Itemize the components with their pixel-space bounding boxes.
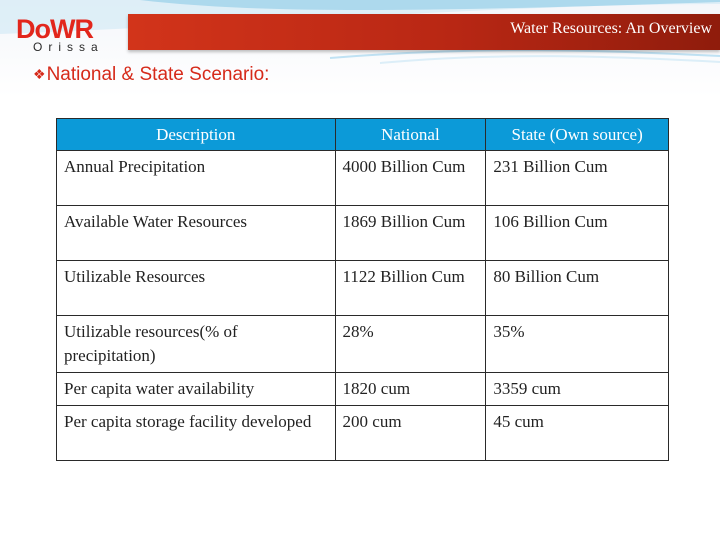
- table-cell: 1820 cum: [335, 373, 486, 406]
- column-header-description: Description: [57, 119, 336, 151]
- table-cell: Utilizable Resources: [57, 261, 336, 316]
- table-row: [57, 261, 669, 316]
- table-row: [57, 206, 669, 261]
- water-resources-table: [56, 118, 669, 461]
- table-cell: 4000 Billion Cum: [335, 151, 486, 206]
- table-cell: Utilizable resources(% of precipitation): [57, 316, 336, 373]
- table-cell: 3359 cum: [486, 373, 669, 406]
- section-heading-text: National & State Scenario:: [46, 64, 270, 85]
- table-header-row: [57, 119, 669, 151]
- table-cell: Per capita storage facility developed: [57, 406, 336, 461]
- table-cell: Available Water Resources: [57, 206, 336, 261]
- table-cell: 45 cum: [486, 406, 669, 461]
- table-cell: Annual Precipitation: [57, 151, 336, 206]
- table-cell: Per capita water availability: [57, 373, 336, 406]
- slide-title: Water Resources: An Overview: [510, 20, 712, 37]
- column-header-state: State (Own source): [486, 119, 669, 151]
- table-row: [57, 406, 669, 461]
- dowr-logo: [16, 12, 126, 58]
- logo-text: DoWR: [16, 14, 93, 44]
- table-row: [57, 316, 669, 373]
- table-cell: 35%: [486, 316, 669, 373]
- table-row: [57, 373, 669, 406]
- logo-subtext: Orissa: [33, 40, 104, 54]
- section-heading: [33, 64, 269, 86]
- table-cell: 200 cum: [335, 406, 486, 461]
- table-cell: 1869 Billion Cum: [335, 206, 486, 261]
- table-cell: 1122 Billion Cum: [335, 261, 486, 316]
- column-header-national: National: [335, 119, 486, 151]
- header-bar: [128, 14, 720, 50]
- table-cell: 80 Billion Cum: [486, 261, 669, 316]
- table-cell: 28%: [335, 316, 486, 373]
- diamond-bullet-icon: ❖: [33, 66, 46, 82]
- table-row: [57, 151, 669, 206]
- table-cell: 231 Billion Cum: [486, 151, 669, 206]
- table-cell: 106 Billion Cum: [486, 206, 669, 261]
